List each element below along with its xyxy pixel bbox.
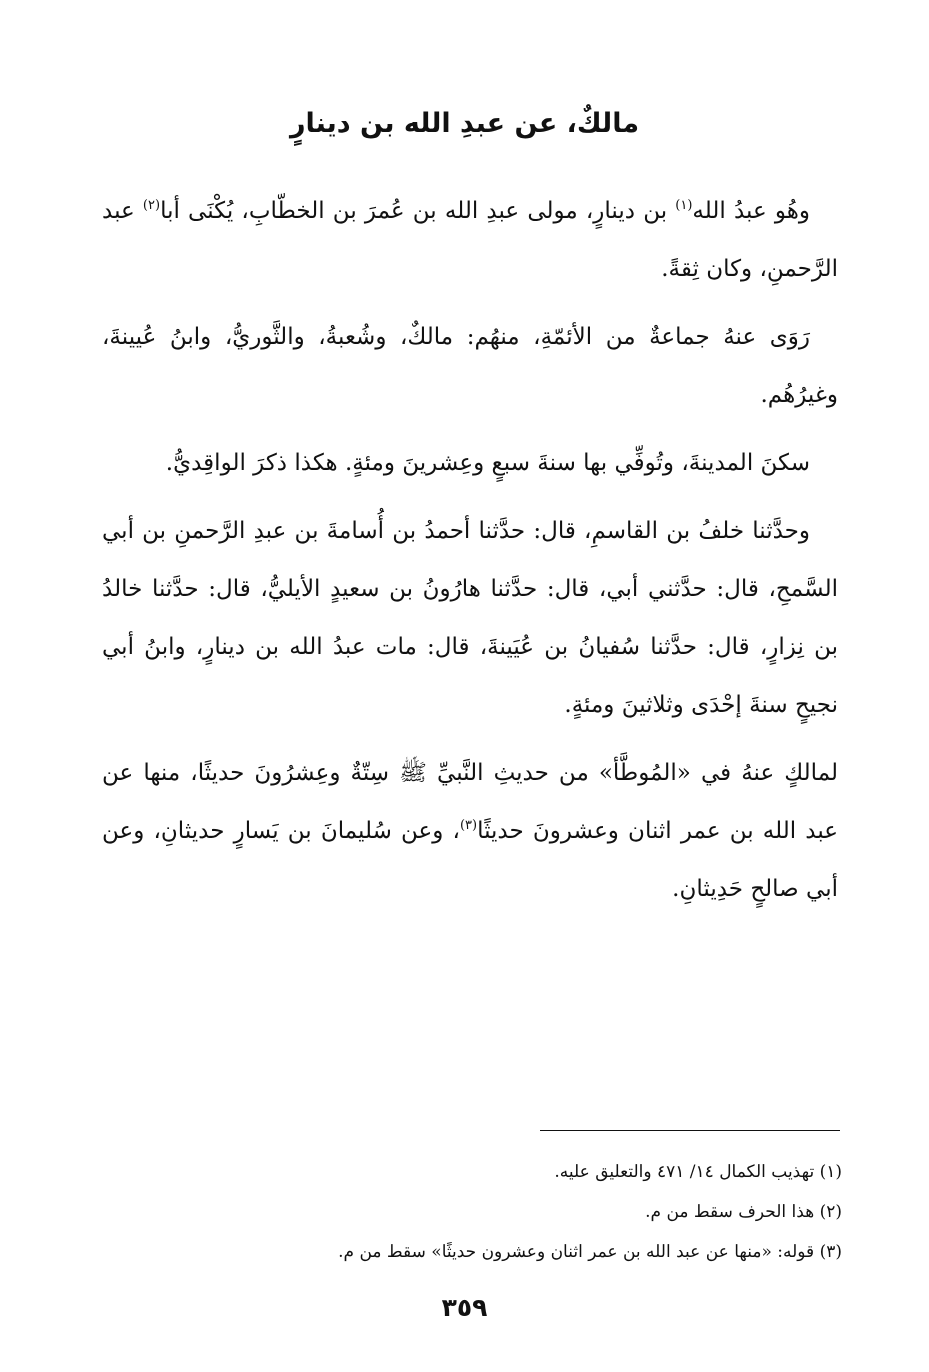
page-title: مالكٌ، عن عبدِ الله بن دينارٍ	[289, 108, 640, 139]
paragraph-1-text-a: وهُو عبدُ الله	[692, 198, 810, 224]
page-number: ٣٥٩	[441, 1293, 488, 1322]
footnote-ref-2: (٢)	[142, 198, 161, 213]
paragraph-1-text-c: عبد الرَّحمنِ، وكان ثِقةً.	[102, 198, 838, 282]
footnote-ref-1: (١)	[675, 198, 693, 213]
paragraph-1	[102, 182, 838, 298]
footnotes	[102, 1152, 842, 1272]
footnote-1: (١) تهذيب الكمال ١٤/ ٤٧١ والتعليق عليه.	[554, 1162, 842, 1182]
paragraph-5-text-a: لمالكٍ عنهُ في «المُوطَّأ» من حديثِ النَّبيِّ ﷺ سِتّةٌ وعِشرُونَ حديثًا، منها عن عبد الله بن عمر اثنان وعشرونَ حديثًا	[102, 760, 838, 844]
paragraph-1-text-b: بن دينارٍ، مولى عبدِ الله بن عُمرَ بن الخطّابِ، يُكْنَى أبا	[160, 198, 676, 224]
footnote-2: (٢) هذا الحرف سقط من م.	[645, 1202, 842, 1222]
footnote-3: (٣) قوله: «منها عن عبد الله بن عمر اثنان وعشرون حديثًا» سقط من م.	[338, 1242, 842, 1262]
paragraph-2: رَوَى عنهُ جماعةٌ من الأئمّةِ، منهُم: مالكٌ، وشُعبةُ، والثَّوريُّ، وابنُ عُيينةَ، وغيرُهُم.	[102, 324, 838, 408]
paragraph-3: سكنَ المدينةَ، وتُوفِّي بها سنةَ سبعٍ وعِشرينَ ومئةٍ. هكذا ذكرَ الواقِديُّ.	[165, 450, 810, 476]
footnote-ref-3: (٣)	[459, 818, 478, 833]
paragraph-4: وحدَّثنا خلفُ بن القاسمِ، قال: حدَّثنا أحمدُ بن أُسامةَ بن عبدِ الرَّحمنِ بن أبي السَّمحِ، قال: حدَّثني أبي، قال: حدَّثنا هارُونُ بن سعيدٍ الأيليُّ، قال: حدَّثنا خالدُ بن نِزارٍ، قال: حدَّثنا سُفيانُ بن عُيَينةَ، قال: مات عبدُ الله بن دينارٍ، وابنُ أبي نجيحٍ سنةَ إحْدَى وثلاثينَ ومئةٍ.	[102, 518, 838, 718]
main-text	[102, 182, 838, 928]
footnote-divider	[540, 1130, 840, 1131]
paragraph-5	[102, 744, 838, 918]
paragraph-5-text-b: ، وعن سُليمانَ بن يَسارٍ حديثانِ، وعن أبي صالحٍ حَدِيثانِ.	[102, 818, 838, 902]
